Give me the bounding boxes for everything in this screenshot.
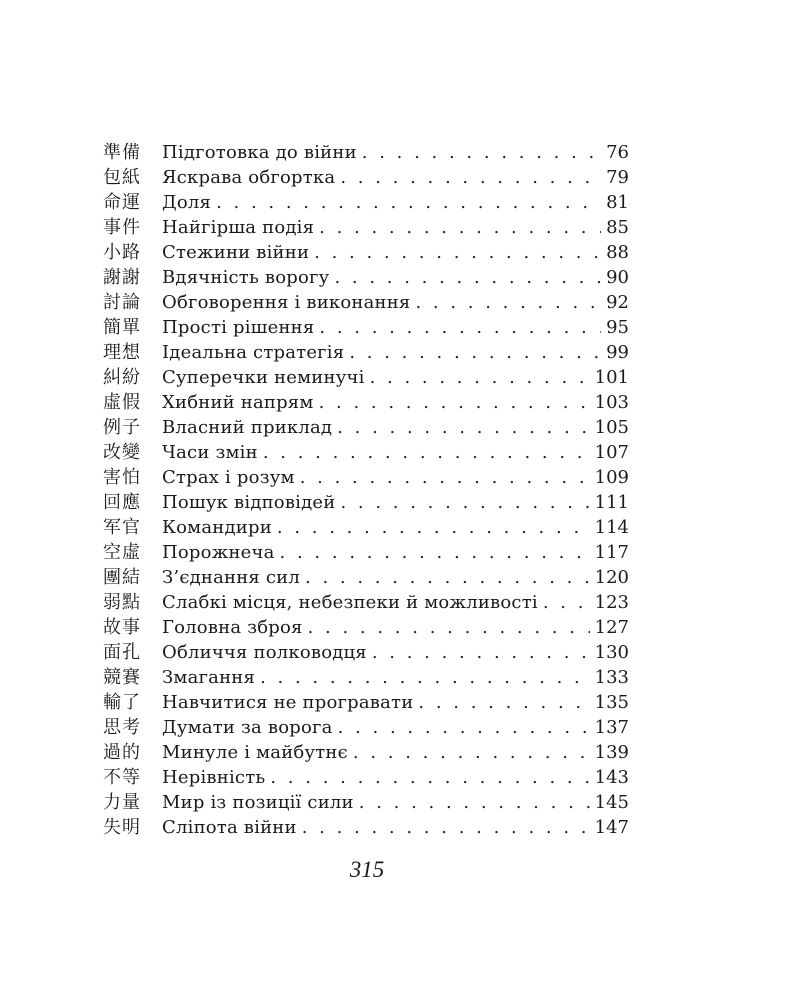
toc-entry-page: 111 [594, 492, 629, 513]
toc-entry-glyphs: 害怕 [103, 467, 141, 488]
toc-entry-page: 120 [594, 567, 629, 588]
toc-entry-page: 95 [606, 317, 629, 338]
toc-entry-glyphs: 準備 [103, 142, 141, 163]
toc-entry[interactable] [103, 765, 629, 790]
toc-entry-glyphs: 小路 [103, 242, 141, 263]
toc-entry[interactable] [103, 190, 629, 215]
toc-entry-title: Минуле і майбутнє [162, 742, 348, 763]
dot-leader [260, 665, 590, 690]
toc-entry-title: Слабкі місця, небезпеки й можливості [162, 592, 538, 613]
dot-leader [340, 490, 589, 515]
dot-leader [300, 465, 590, 490]
toc-entry-title: Підготовка до війни [162, 142, 357, 163]
toc-entry-page: 109 [594, 467, 629, 488]
dot-leader [349, 340, 601, 365]
dot-leader [370, 365, 590, 390]
dot-leader [305, 565, 590, 590]
toc-entry-title: Змагання [162, 667, 256, 688]
dot-leader [319, 215, 601, 240]
toc-entry-glyphs: 糾紛 [103, 367, 141, 388]
toc-entry[interactable] [103, 590, 629, 615]
toc-entry-glyphs: 不等 [103, 767, 141, 788]
toc-entry-glyphs: 討論 [103, 292, 141, 313]
dot-leader [372, 640, 590, 665]
toc-entry-glyphs: 簡單 [103, 317, 141, 338]
toc-entry-page: 76 [606, 142, 629, 163]
dot-leader [277, 515, 590, 540]
toc-entry[interactable] [103, 640, 629, 665]
toc-entry-glyphs: 故事 [103, 617, 141, 638]
dot-leader [302, 815, 590, 840]
toc-entry-glyphs: 失明 [103, 817, 141, 838]
toc-entry-page: 107 [594, 442, 629, 463]
toc-entry-title: Стежини війни [162, 242, 310, 263]
table-of-contents [103, 140, 629, 840]
toc-entry-page: 88 [606, 242, 629, 263]
toc-entry-title: Суперечки неминучі [162, 367, 365, 388]
toc-entry[interactable] [103, 715, 629, 740]
toc-entry[interactable] [103, 240, 629, 265]
toc-entry-title: Сліпота війни [162, 817, 297, 838]
toc-entry-title: Нерівність [162, 767, 266, 788]
toc-entry[interactable] [103, 515, 629, 540]
toc-entry-page: 105 [594, 417, 629, 438]
toc-entry-glyphs: 命運 [103, 192, 141, 213]
dot-leader [338, 715, 590, 740]
toc-entry-page: 92 [606, 292, 629, 313]
toc-entry[interactable] [103, 290, 629, 315]
toc-entry-glyphs: 事件 [103, 217, 141, 238]
toc-entry[interactable] [103, 265, 629, 290]
toc-entry-glyphs: 回應 [103, 492, 141, 513]
toc-entry[interactable] [103, 565, 629, 590]
toc-entry-title: Хибний напрям [162, 392, 314, 413]
toc-entry[interactable] [103, 140, 629, 165]
dot-leader [314, 240, 601, 265]
toc-entry-title: Пошук відповідей [162, 492, 336, 513]
toc-entry-glyphs: 改變 [103, 442, 141, 463]
toc-entry-glyphs: 競賽 [103, 667, 141, 688]
toc-entry-title: Порожнеча [162, 542, 275, 563]
toc-entry-title: Мир із позиції сили [162, 792, 354, 813]
toc-entry-glyphs: 團結 [103, 567, 141, 588]
dot-leader [319, 315, 601, 340]
toc-entry-title: Думати за ворога [162, 717, 333, 738]
toc-entry-page: 101 [594, 367, 629, 388]
toc-entry-glyphs: 理想 [103, 342, 141, 363]
toc-entry-title: Навчитися не програвати [162, 692, 414, 713]
toc-entry-glyphs: 輸了 [103, 692, 141, 713]
toc-entry-title: Страх і розум [162, 467, 295, 488]
dot-leader [308, 615, 590, 640]
toc-entry[interactable] [103, 215, 629, 240]
dot-leader [353, 740, 590, 765]
toc-entry-page: 114 [594, 517, 629, 538]
toc-entry[interactable] [103, 315, 629, 340]
toc-entry-title: Часи змін [162, 442, 258, 463]
toc-entry-page: 85 [606, 217, 629, 238]
toc-entry-title: Обговорення і виконання [162, 292, 411, 313]
toc-entry[interactable] [103, 665, 629, 690]
toc-entry-page: 147 [594, 817, 629, 838]
toc-entry[interactable] [103, 790, 629, 815]
toc-entry[interactable] [103, 165, 629, 190]
toc-entry[interactable] [103, 465, 629, 490]
toc-entry-page: 79 [606, 167, 629, 188]
dot-leader [340, 165, 601, 190]
toc-entry-page: 103 [594, 392, 629, 413]
toc-entry-glyphs: 空虛 [103, 542, 141, 563]
toc-entry-page: 123 [594, 592, 629, 613]
toc-entry-page: 133 [594, 667, 629, 688]
toc-entry-glyphs: 思考 [103, 717, 141, 738]
toc-entry-page: 81 [606, 192, 629, 213]
dot-leader [216, 190, 601, 215]
toc-entry-page: 143 [594, 767, 629, 788]
page-number: 315 [349, 857, 385, 882]
toc-entry[interactable] [103, 390, 629, 415]
toc-entry-glyphs: 過的 [103, 742, 141, 763]
toc-entry-title: Вдячність ворогу [162, 267, 330, 288]
toc-entry[interactable] [103, 365, 629, 390]
toc-entry-page: 127 [594, 617, 629, 638]
dot-leader [270, 765, 589, 790]
toc-entry-page: 135 [594, 692, 629, 713]
toc-entry-glyphs: 力量 [103, 792, 141, 813]
dot-leader [415, 290, 601, 315]
toc-entry-glyphs: 謝謝 [103, 267, 141, 288]
toc-entry[interactable] [103, 740, 629, 765]
dot-leader [543, 590, 590, 615]
toc-entry[interactable] [103, 490, 629, 515]
toc-entry[interactable] [103, 415, 629, 440]
toc-entry[interactable] [103, 340, 629, 365]
toc-entry-glyphs: 包紙 [103, 167, 141, 188]
toc-entry-title: Командири [162, 517, 272, 538]
dot-leader [359, 790, 590, 815]
toc-entry[interactable] [103, 440, 629, 465]
dot-leader [319, 390, 590, 415]
toc-entry-title: Ідеальна стратегія [162, 342, 345, 363]
toc-entry-title: Прості рішення [162, 317, 315, 338]
toc-entry-glyphs: 面孔 [103, 642, 141, 663]
toc-entry-page: 117 [594, 542, 629, 563]
toc-entry-glyphs: 军官 [103, 517, 141, 538]
toc-entry-glyphs: 弱點 [103, 592, 141, 613]
dot-leader [334, 265, 601, 290]
toc-entry[interactable] [103, 615, 629, 640]
toc-entry-page: 90 [606, 267, 629, 288]
toc-entry-title: Власний приклад [162, 417, 333, 438]
toc-entry-title: З’єднання сил [162, 567, 301, 588]
toc-entry[interactable] [103, 815, 629, 840]
toc-entry-glyphs: 虛假 [103, 392, 141, 413]
dot-leader [362, 140, 601, 165]
toc-entry-title: Головна зброя [162, 617, 303, 638]
toc-entry-glyphs: 例子 [103, 417, 141, 438]
toc-entry-title: Найгірша подія [162, 217, 315, 238]
toc-entry-title: Обличчя полководця [162, 642, 367, 663]
toc-entry-page: 139 [594, 742, 629, 763]
dot-leader [337, 415, 589, 440]
toc-entry-page: 130 [594, 642, 629, 663]
toc-entry-page: 145 [594, 792, 629, 813]
toc-entry-page: 137 [594, 717, 629, 738]
toc-entry-page: 99 [606, 342, 629, 363]
toc-entry[interactable] [103, 690, 629, 715]
toc-entry[interactable] [103, 540, 629, 565]
toc-entry-title: Яскрава обгортка [162, 167, 336, 188]
toc-entry-title: Доля [162, 192, 212, 213]
dot-leader [280, 540, 590, 565]
dot-leader [263, 440, 590, 465]
dot-leader [418, 690, 589, 715]
